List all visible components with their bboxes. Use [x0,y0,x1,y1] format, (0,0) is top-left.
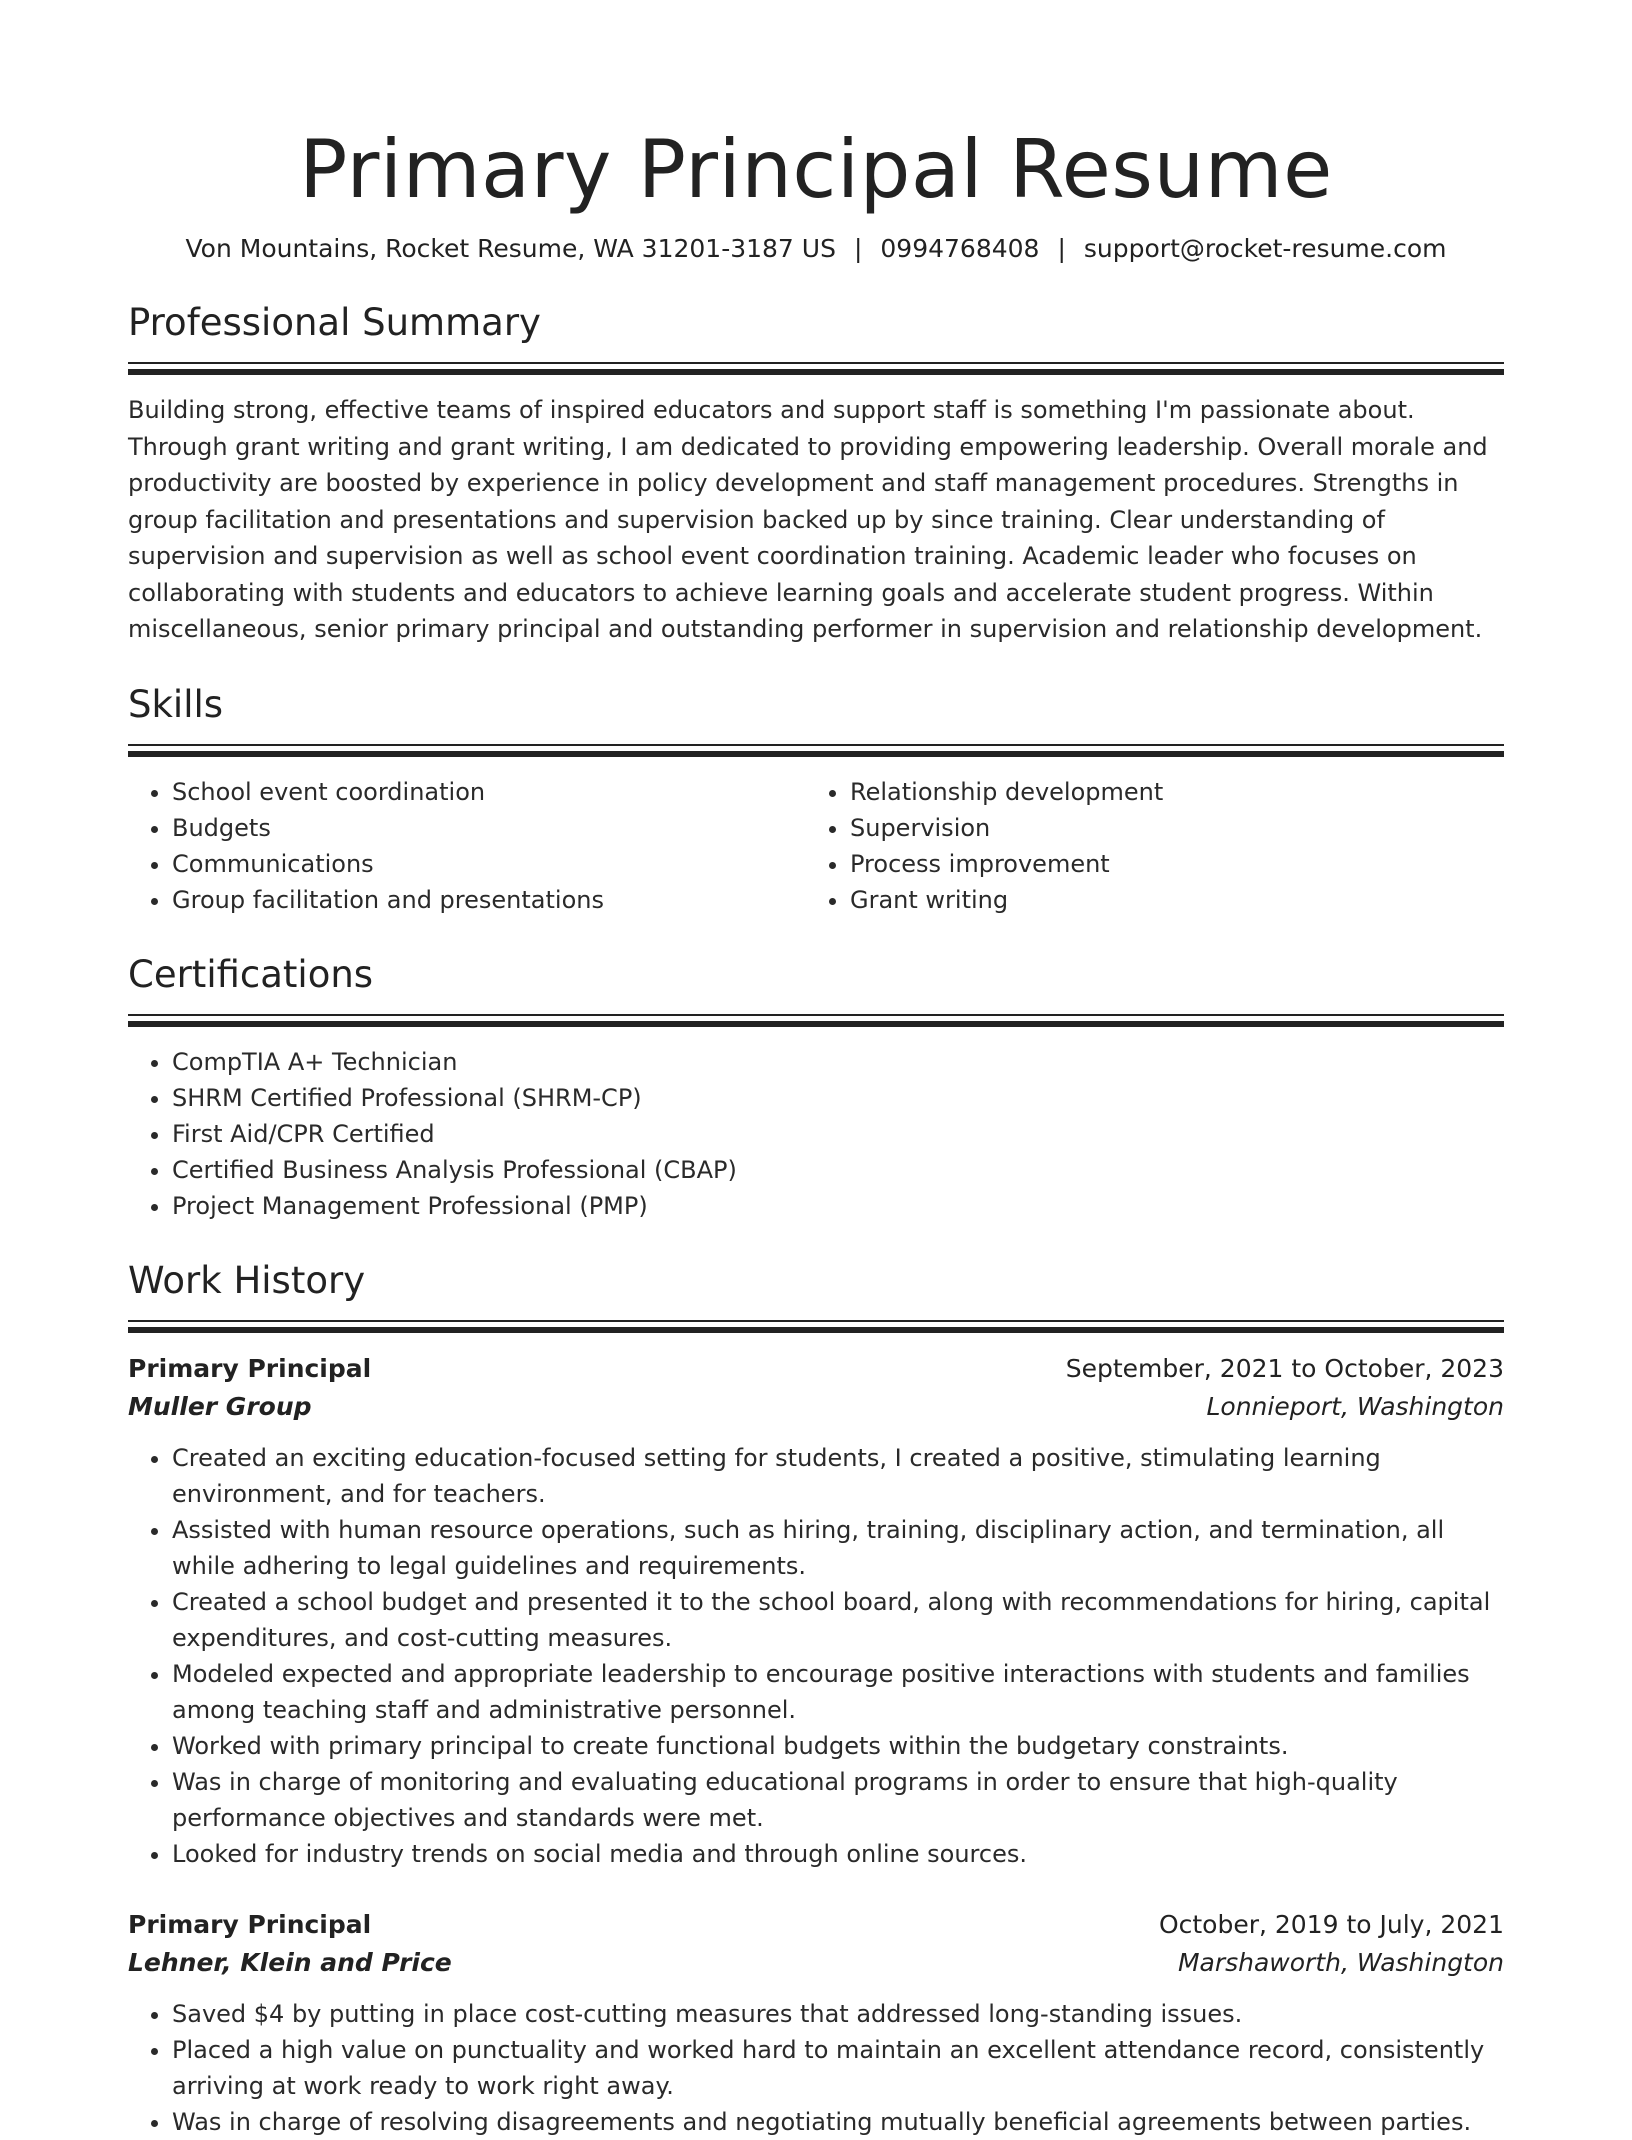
job-bullet: • Worked with primary principal to create functional budgets within the budgetary constraints. [172,1728,1504,1764]
work-history-section [128,1258,1504,2140]
skill-item: • Group facilitation and presentations [172,882,806,918]
resume-page [128,0,1504,2140]
job-location: Lonnieport, Washington [1206,1391,1504,1421]
summary-heading: Professional Summary [128,301,541,344]
certification-item: • SHRM Certified Professional (SHRM-CP) [172,1080,1504,1116]
skill-item: • Budgets [172,810,806,846]
certification-item: • CompTIA A+ Technician [172,1044,1504,1080]
contact-separator: | [1057,234,1066,263]
job-dates: September, 2021 to October, 2023 [1065,1353,1504,1383]
job-title: Primary Principal [128,1353,372,1383]
job-bullet: • Placed a high value on punctuality and worked hard to maintain an excellent attendance record, consistently arriving at work ready to work right away. [172,2032,1504,2104]
skill-item: • Grant writing [850,882,1484,918]
skills-right-list [806,774,1484,918]
work-history-heading: Work History [128,1258,366,1302]
certification-item: • Certified Business Analysis Professional (CBAP) [172,1152,1504,1188]
skill-item: • Communications [172,846,806,882]
contact-email: support@rocket-resume.com [1083,234,1447,263]
job-bullet: • Created an exciting education-focused setting for students, I created a positive, stimulating learning environment, and for teachers. [172,1440,1504,1512]
contact-phone: 0994768408 [880,234,1040,263]
skills-heading: Skills [128,682,224,726]
section-divider [128,362,1504,376]
job-company: Lehner, Klein and Price [128,1947,452,1977]
job-entry [128,1906,1504,2140]
section-divider [128,1014,1504,1028]
job-bullet: • Created a school budget and presented it to the school board, along with recommendations for hiring, capital expenditures, and cost-cutting measures. [172,1584,1504,1656]
job-bullet: • Looked for industry trends on social media and through online sources. [172,1836,1504,1872]
summary-section [128,300,1504,648]
job-entry [128,1350,1504,1872]
job-bullet: • Was in charge of monitoring and evaluating educational programs in order to ensure that high-quality performance objectives and standards were met. [172,1764,1504,1836]
job-title: Primary Principal [128,1909,372,1939]
skills-columns [128,774,1504,918]
certification-item: • First Aid/CPR Certified [172,1116,1504,1152]
section-divider [128,744,1504,758]
job-bullet: • Modeled expected and appropriate leadership to encourage positive interactions with students and families among teaching staff and administrative personnel. [172,1656,1504,1728]
job-bullet: • Assisted with human resource operations, such as hiring, training, disciplinary action, and termination, all while adhering to legal guidelines and requirements. [172,1512,1504,1584]
contact-line [128,232,1504,266]
job-bullets [128,1440,1504,1872]
resume-title: Primary Principal Resume [299,123,1333,216]
skills-section [128,682,1504,918]
certifications-heading: Certifications [128,952,374,996]
skills-left-list [128,774,806,918]
skill-item: • School event coordination [172,774,806,810]
job-company: Muller Group [128,1391,312,1421]
skill-item: • Process improvement [850,846,1484,882]
contact-separator: | [853,234,863,263]
summary-text: Building strong, effective teams of inspired educators and support staff is something I'm passionate about. Through grant writing and grant writing, I am dedicated to providing empowering leadership. Overall morale and productivity are boosted by experience in policy development and staff management procedures. Strengths in group facilitation and presentations and supervision backed up by since training. Clear understanding of supervision and supervision as well as school event coordination training. Academic leader who focuses on collaborating with students and educators to achieve learning goals and accelerate student progress. Within miscellaneous, senior primary principal and outstanding performer in supervision and relationship development. [128,396,1488,643]
job-dates: October, 2019 to July, 2021 [1158,1909,1504,1939]
job-bullets [128,1996,1504,2140]
job-location: Marshaworth, Washington [1177,1947,1504,1977]
job-bullet: • Saved $4 by putting in place cost-cutting measures that addressed long-standing issues. [172,1996,1504,2032]
section-divider [128,1320,1504,1334]
certifications-section [128,952,1504,1224]
certifications-list [128,1044,1504,1224]
skill-item: • Supervision [850,810,1484,846]
certification-item: • Project Management Professional (PMP) [172,1188,1504,1224]
skill-item: • Relationship development [850,774,1484,810]
contact-address: Von Mountains, Rocket Resume, WA 31201-3187 US [185,234,836,263]
job-bullet: • Was in charge of resolving disagreements and negotiating mutually beneficial agreements between parties. [172,2104,1504,2140]
